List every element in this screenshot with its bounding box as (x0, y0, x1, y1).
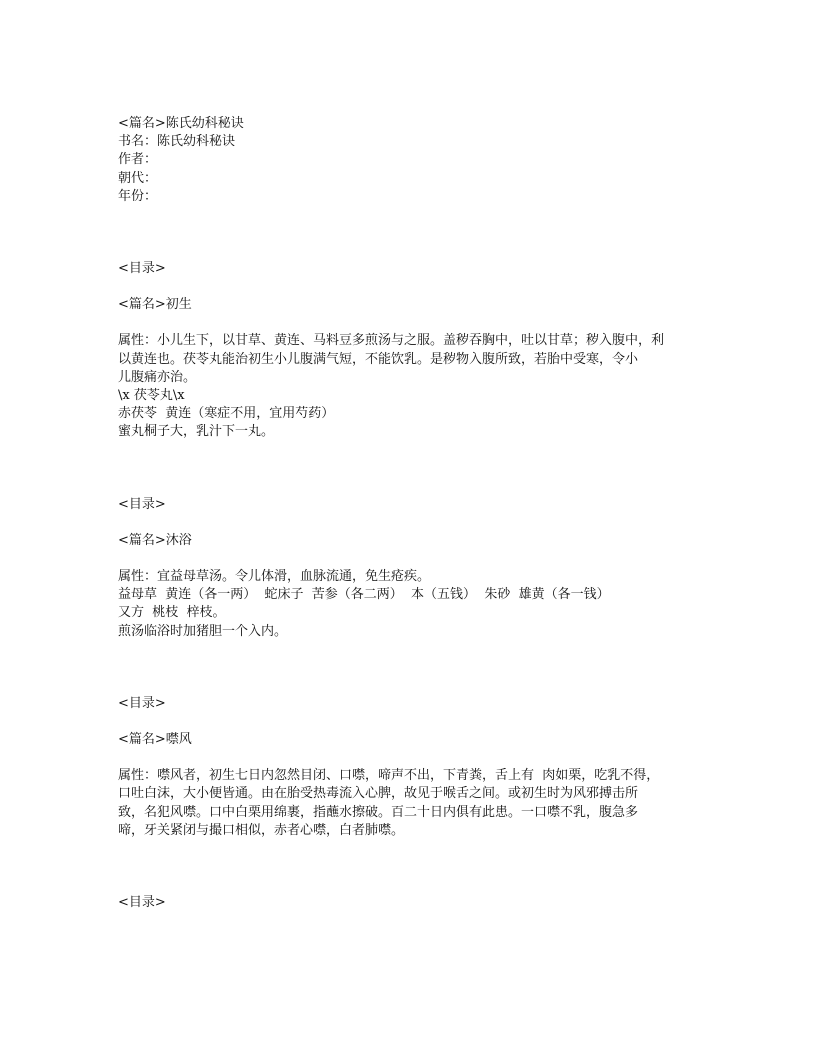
section-title: <篇名>沐浴 (118, 532, 192, 548)
toc-link[interactable]: <目录> (118, 261, 166, 277)
dynasty-field: 朝代： (118, 170, 158, 186)
toc-link[interactable]: <目录> (118, 895, 166, 911)
body-line: 儿腹痛亦治。 (118, 369, 197, 385)
body-line: 口吐白沫，大小便皆通。由在胎受热毒流入心脾，故见于喉舌之间。或初生时为风邪搏击所 (118, 786, 639, 802)
body-line: 益母草 黄连（各一两） 蛇床子 苦参（各二两） 本（五钱） 朱砂 雄黄（各一钱） (118, 587, 610, 603)
chapter-title: <篇名>陈氏幼科秘诀 (118, 116, 244, 131)
body-line: 啼，牙关紧闭与撮口相似，赤者心噤，白者肺噤。 (118, 822, 405, 838)
document-page (118, 115, 698, 912)
section-title: <篇名>噤风 (118, 732, 192, 748)
body-line: 致，名犯风噤。口中白栗用绵裹，指蘸水擦破。百二十日内俱有此患。一口噤不乳，腹急多 (118, 804, 639, 820)
body-line: 以黄连也。茯苓丸能治初生小儿腹满气短，不能饮乳。是秽物入腹所致，若胎中受寒，令小 (118, 351, 639, 367)
body-line: 蜜丸桐子大，乳汁下一丸。 (118, 424, 275, 440)
toc-link[interactable]: <目录> (118, 695, 166, 711)
body-line: 属性：小儿生下，以甘草、黄连、马料豆多煎汤与之服。盖秽吞胸中，吐以甘草；秽入腹中，利 (118, 333, 665, 349)
body-line: 属性：噤风者，初生七日内忽然目闭、口噤，啼声不出，下青粪，舌上有 肉如栗，吃乳不得， (118, 768, 660, 784)
body-line: 赤茯苓 黄连（寒症不用，宜用芍药） (118, 406, 335, 422)
body-line: 又方 桃枝 梓枝。 (118, 605, 226, 621)
body-line: 属性：宜益母草汤。令儿体滑，血脉流通，免生疮疾。 (118, 569, 431, 585)
author-field: 作者： (118, 152, 158, 168)
year-field: 年份： (118, 188, 158, 204)
body-line: \x 茯苓丸\x (118, 388, 185, 404)
body-line: 煎汤临浴时加猪胆一个入内。 (118, 623, 288, 639)
section-title: <篇名>初生 (118, 297, 192, 313)
toc-link[interactable]: <目录> (118, 496, 166, 512)
book-name: 书名：陈氏幼科秘诀 (118, 134, 236, 150)
